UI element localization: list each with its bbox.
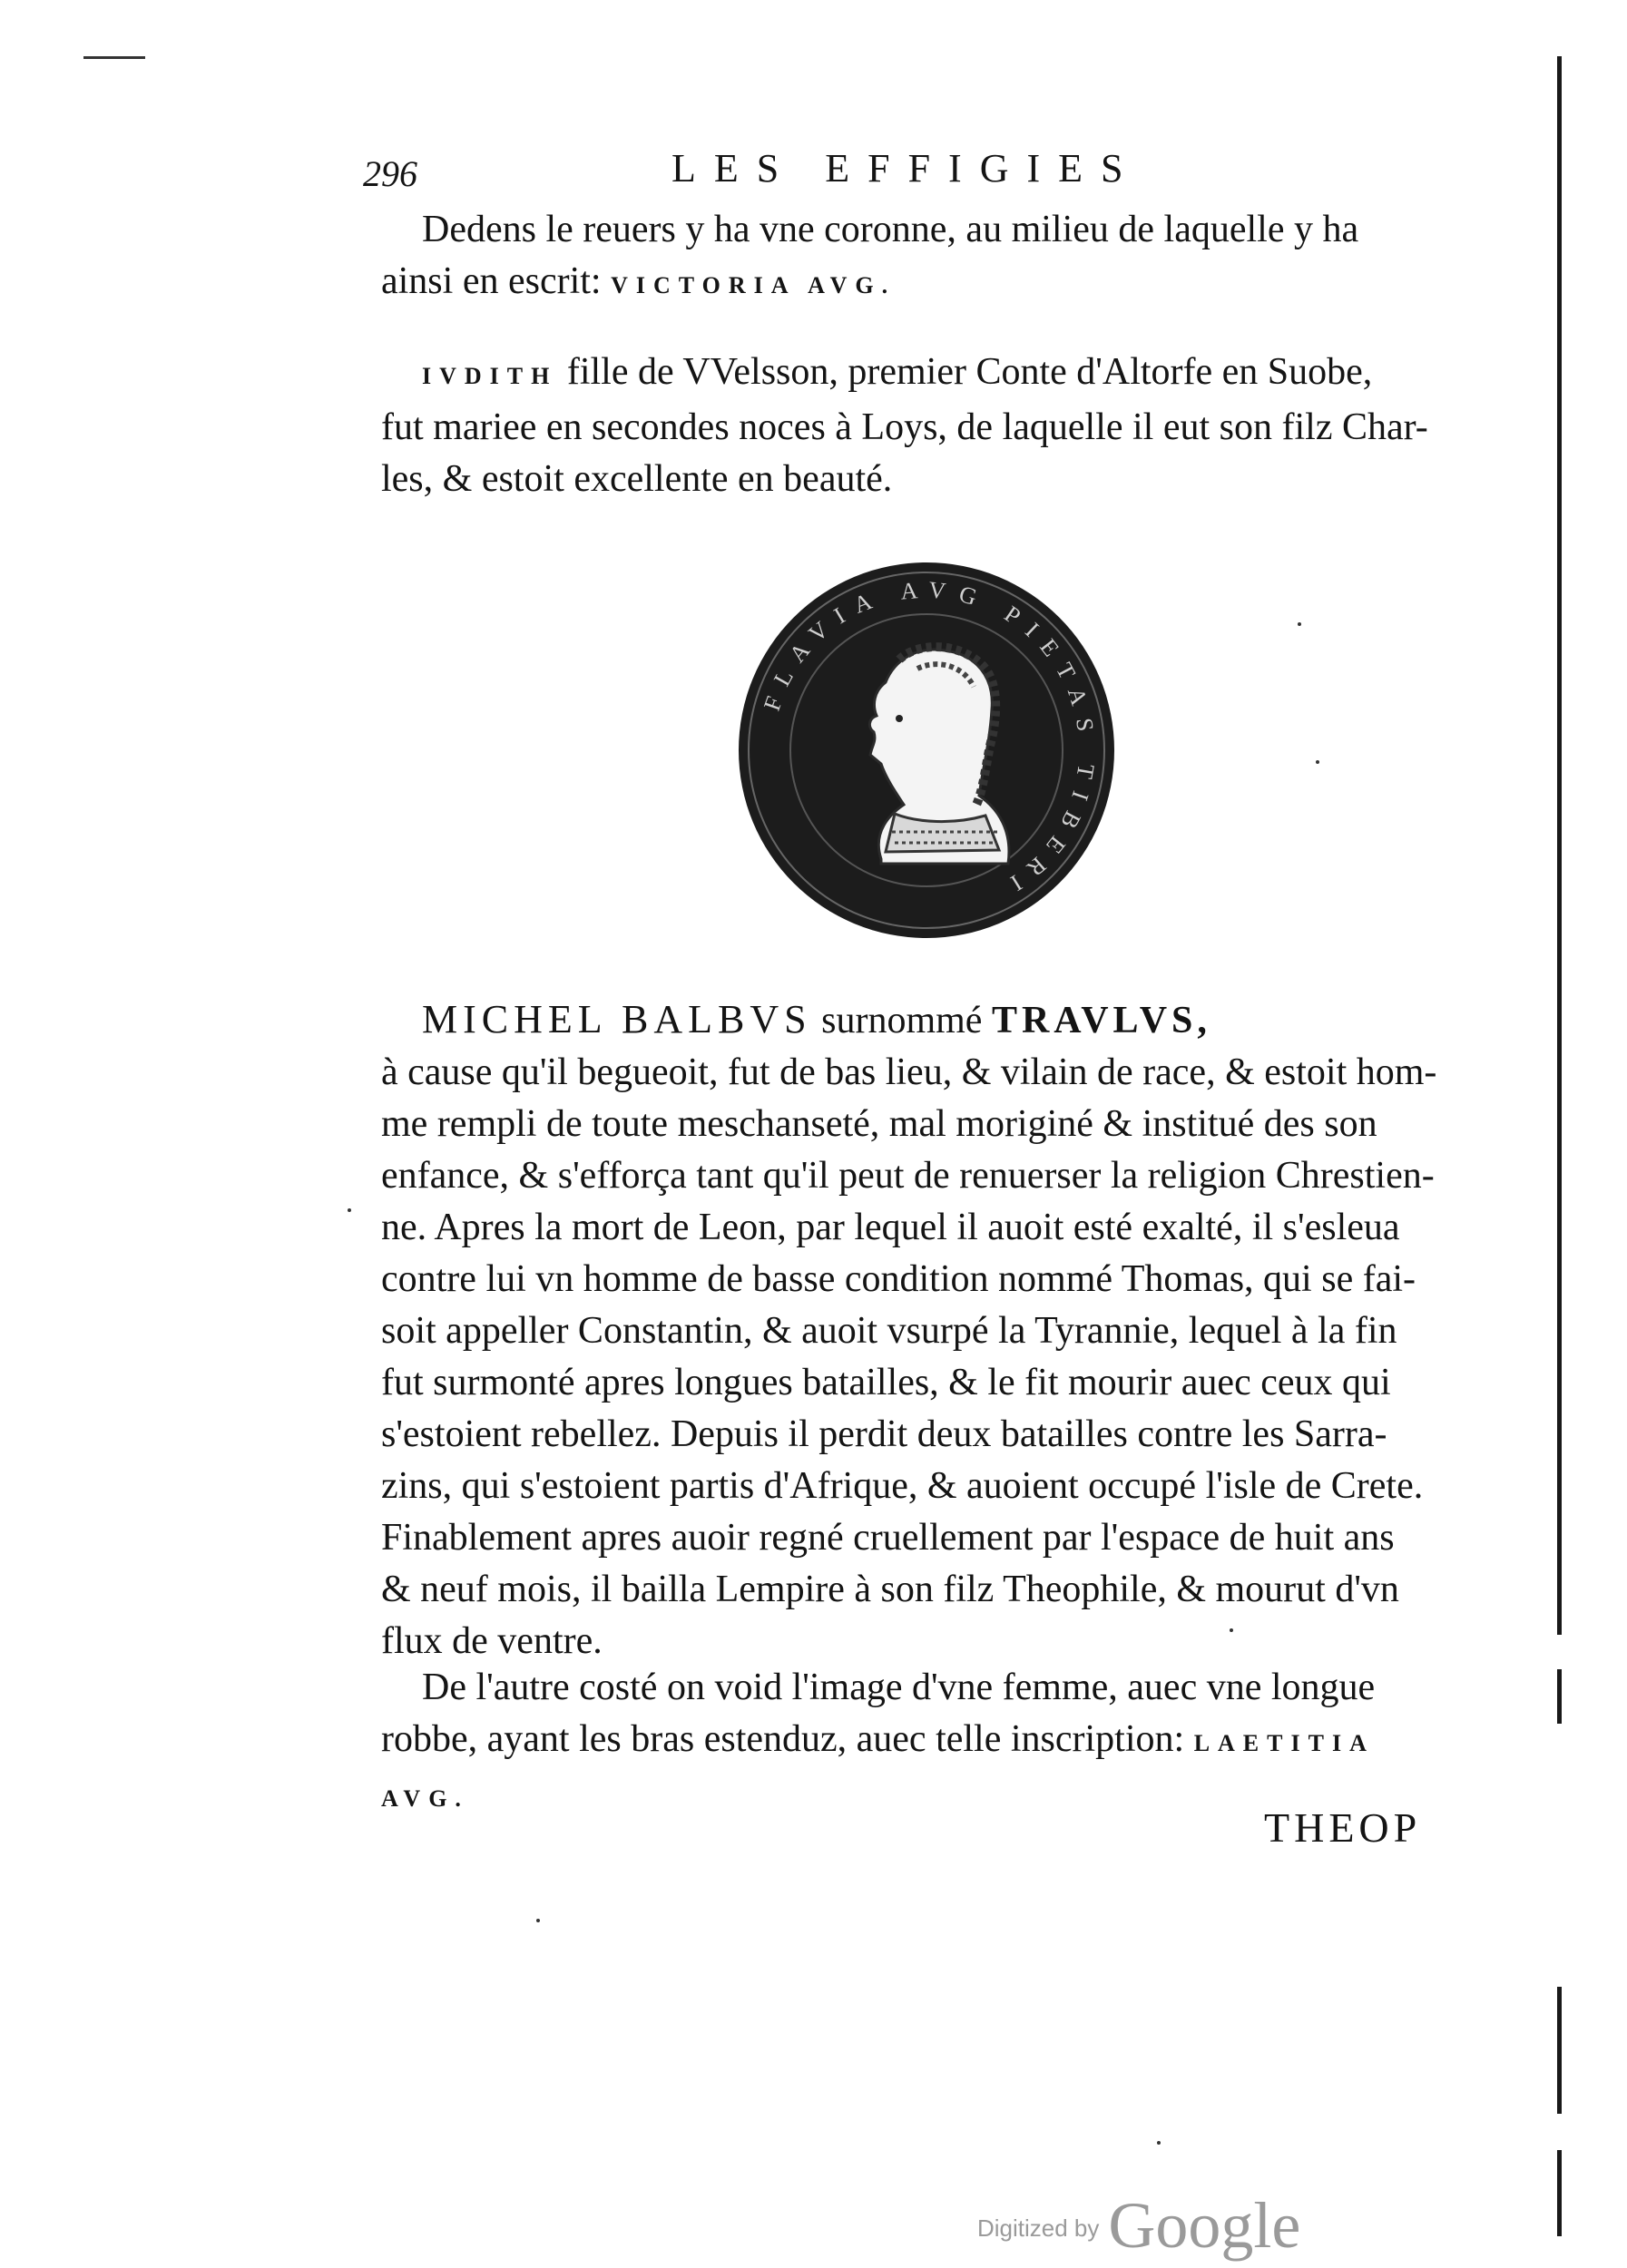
text-line: enfance, & s'efforça tant qu'il peut de renuerser la religion Chrestien- (381, 1155, 1435, 1197)
print-speck (348, 1208, 351, 1212)
epithet-caps: TRAVLVS, (991, 1000, 1211, 1041)
text-line: flux de ventre. (381, 1620, 603, 1662)
text-line: ne. Apres la mort de Leon, par lequel il auoit esté exalté, il s'esleua (381, 1207, 1400, 1248)
paragraph-judith (381, 347, 1488, 505)
watermark-prefix: Digitized by (977, 2214, 1100, 2242)
text-line: s'estoient rebellez. Depuis il perdit deux batailles contre les Sarra- (381, 1413, 1387, 1455)
inscription-text: AVG. (381, 1785, 469, 1812)
digitized-watermark (977, 2188, 1300, 2263)
text-span: robbe, ayant les bras estenduz, auec telle inscription: (381, 1718, 1194, 1760)
text-line: fut mariee en secondes noces à Loys, de laquelle il eut son filz Char- (381, 406, 1428, 448)
text-line (381, 993, 1488, 1047)
page-edge-line (1557, 1669, 1562, 1724)
page-edge-line (1557, 56, 1562, 1635)
coin-inscription: FLAVIA AVG PIETAS TIBERI (758, 576, 1101, 904)
paragraph-other-side (381, 1662, 1488, 1824)
paragraph-reverse-description (381, 204, 1488, 311)
print-speck (1298, 622, 1301, 626)
corner-mark (83, 56, 145, 59)
page-edge-line (1557, 1987, 1562, 2114)
print-speck (1316, 760, 1319, 764)
print-speck (1157, 2141, 1161, 2145)
inscription-text: LAETITIA (1193, 1730, 1375, 1756)
coin-medallion (736, 560, 1117, 941)
text-line (381, 256, 1488, 311)
text-line: soit appeller Constantin, & auoit vsurpé la Tyrannie, lequel à la fin (381, 1310, 1397, 1352)
name-caps: MICHEL BALBVS (422, 997, 812, 1041)
page-header (363, 145, 1488, 200)
name-caps: IVDITH (422, 363, 558, 389)
text-span: ainsi en escrit: (381, 260, 612, 302)
text-line (381, 347, 1488, 402)
text-line: contre lui vn homme de basse condition nommé Thomas, qui se fai- (381, 1258, 1416, 1300)
paragraph-michel-balbus (381, 993, 1488, 1667)
print-speck (536, 1919, 540, 1922)
watermark-brand: Google (1108, 2189, 1301, 2262)
text-line: & neuf mois, il bailla Lempire à son filz Theophile, & mourut d'vn (381, 1569, 1399, 1610)
text-line (381, 1714, 1488, 1769)
text-line: zins, qui s'estoient partis d'Afrique, & auoient occupé l'isle de Crete. (381, 1465, 1424, 1507)
text-line: les, & estoit excellente en beauté. (381, 458, 893, 500)
inscription-text: VICTORIA AVG. (611, 272, 897, 298)
catchword: THEOP (1264, 1804, 1422, 1851)
page-number: 296 (363, 153, 417, 194)
text-line: me rempli de toute meschanseté, mal moriginé & institué des son (381, 1103, 1377, 1145)
running-head: LES EFFIGIES (671, 146, 1142, 191)
text-line: à cause qu'il begueoit, fut de bas lieu, & vilain de race, & estoit hom- (381, 1051, 1437, 1093)
page-edge-line (1557, 2150, 1562, 2236)
text-span: surnommé (811, 1000, 992, 1041)
text-line: De l'autre costé on void l'image d'vne femme, auec vne longue (422, 1667, 1376, 1708)
text-line: Dedens le reuers y ha vne coronne, au milieu de laquelle y ha (422, 209, 1359, 250)
print-speck (1230, 1628, 1233, 1632)
text-line: Finablement apres auoir regné cruellement par l'espace de huit ans (381, 1517, 1395, 1559)
text-span: fille de VVelsson, premier Conte d'Altorfe en Suobe, (557, 351, 1373, 393)
empress-portrait (869, 647, 1009, 864)
text-line: fut surmonté apres longues batailles, & le fit mourir auec ceux qui (381, 1362, 1391, 1403)
